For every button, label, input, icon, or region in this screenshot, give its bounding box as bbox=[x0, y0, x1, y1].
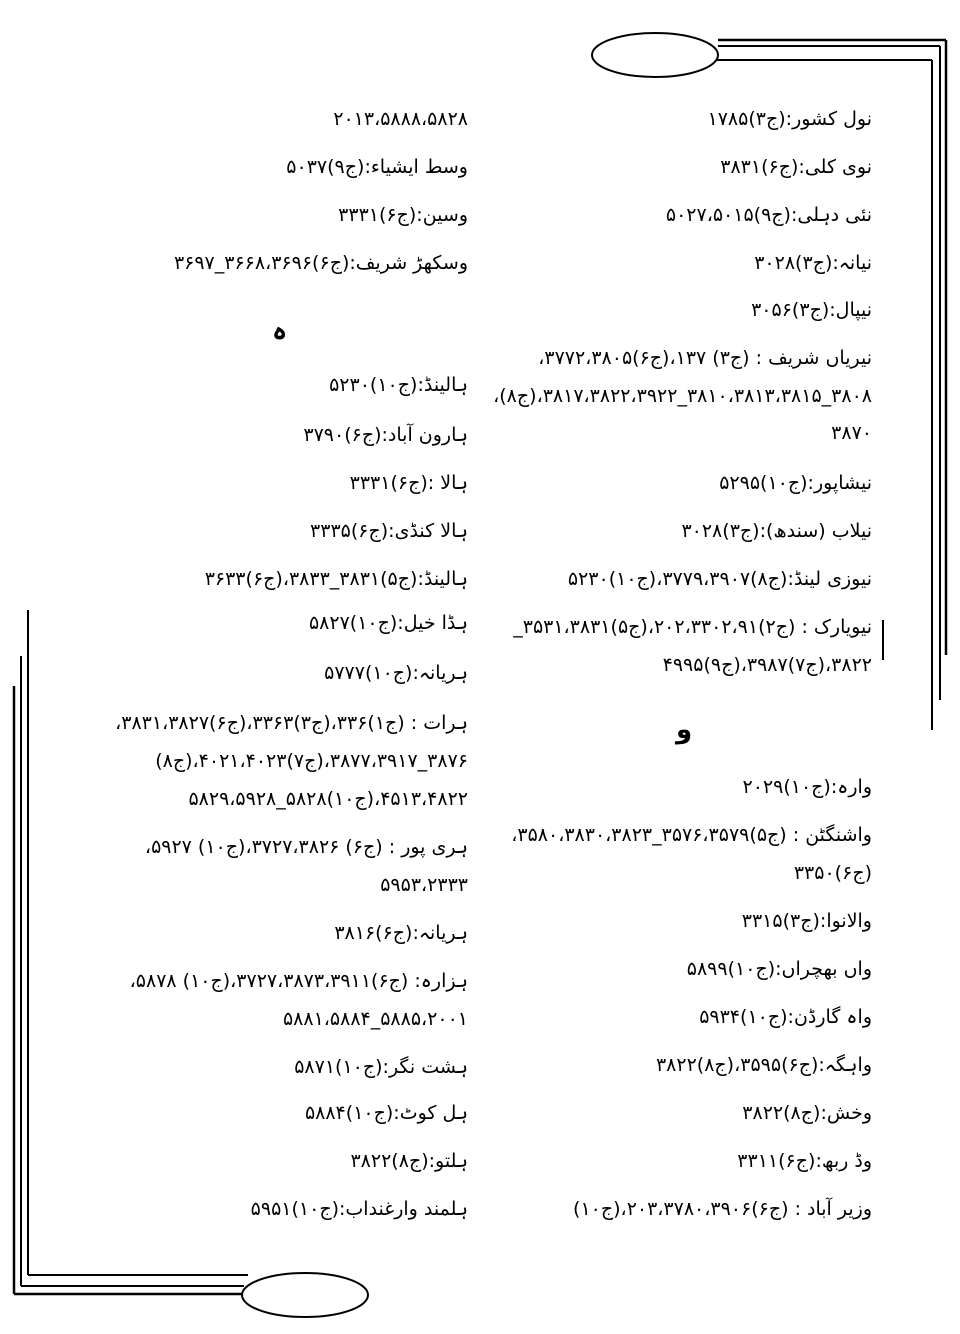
left-entry-17: ہل کوٹ:(ج۱۰)۵۸۸۴ bbox=[304, 1102, 468, 1124]
left-entry-9: ہالینڈ:(ج۵)۳۸۳۱_۳۸۳۳،(ج۶)۳۶۳۳ bbox=[204, 568, 468, 590]
right-entry-9: نیوزی لینڈ:(ج۸)۳۷۷۹،۳۹۰۷،(ج۱۰)۵۲۳۰ bbox=[567, 568, 872, 590]
left-entry-15b: ۵۸۸۱،۵۸۸۴_۵۸۸۵،۲۰۰۱ bbox=[282, 1008, 468, 1030]
left-entry-12b: ۳۸۷۶_۳۸۷۷،۳۹۱۷،(ج۷)۴۰۲۱،۴۰۲۳،(ج۸) bbox=[155, 750, 468, 772]
right-entry-2: نوی کلی:(ج۶)۳۸۳۱ bbox=[720, 156, 872, 178]
left-entry-15: ہزارہ: (ج۶)۳۷۲۷،۳۸۷۳،۳۹۱۱،(ج۱۰) ۵۸۷۸، bbox=[129, 970, 468, 992]
left-entry-14: ہریانہ:(ج۶)۳۸۱۶ bbox=[334, 922, 468, 944]
right-entry-4: نیانہ:(ج۳)۳۰۲۸ bbox=[754, 252, 872, 274]
right-entry-1: نول کشور:(ج۳)۱۷۸۵ bbox=[707, 108, 872, 130]
left-entry-13: ہری پور : (ج۶) ۳۷۲۷،۳۸۲۶،(ج۱۰) ۵۹۲۷، bbox=[144, 836, 468, 858]
left-entry-19: ہلمند وارغنداب:(ج۱۰)۵۹۵۱ bbox=[250, 1198, 468, 1220]
left-entry-12c: ۴۵۱۳،۴۸۲۲،(ج۱۰)۵۸۲۸_۵۸۲۹،۵۹۲۸ bbox=[188, 788, 468, 810]
left-entry-8: ہالا کنڈی:(ج۶)۳۳۳۵ bbox=[310, 520, 468, 542]
left-entry-2: وسط ایشیاء:(ج۹)۵۰۳۷ bbox=[286, 156, 468, 178]
left-entry-4: وسکھڑ شریف:(ج۶)۳۶۶۸،۳۶۹۶_۳۶۹۷ bbox=[173, 252, 468, 274]
right-entry-8: نیلاب (سندھ):(ج۳)۳۰۲۸ bbox=[681, 520, 872, 542]
left-entry-16: ہشت نگر:(ج۱۰)۵۸۷۱ bbox=[294, 1056, 468, 1078]
right-entry-6c: ۳۸۷۰ bbox=[831, 422, 872, 444]
left-entry-5: ہالینڈ:(ج۱۰)۵۲۳۰ bbox=[329, 374, 468, 396]
right-entry-14: واں بھچراں:(ج۱۰)۵۸۹۹ bbox=[686, 958, 872, 980]
left-entry-13b: ۵۹۵۳،۲۳۳۳ bbox=[380, 874, 468, 896]
left-entry-18: ہلتو:(ج۸)۳۸۲۲ bbox=[350, 1150, 468, 1172]
right-entry-6: نیریاں شریف : (ج۳) ۱۳۷،(ج۶)۳۷۷۲،۳۸۰۵، bbox=[538, 347, 872, 369]
right-entry-10: نیویارک : (ج۲)۲۰۲،۳۳۰۲،۹۱،(ج۵)۳۵۳۱،۳۸۳۱_ bbox=[513, 616, 872, 638]
right-entry-13: والانوا:(ج۳)۳۳۱۵ bbox=[741, 910, 872, 932]
right-entry-15: واہ گارڈن:(ج۱۰)۵۹۳۴ bbox=[699, 1006, 872, 1028]
left-entry-10: ہڈا خیل:(ج۱۰)۵۸۲۷ bbox=[308, 612, 468, 634]
right-entry-6b: ۳۸۰۸_۳۸۱۰،۳۸۱۳،۳۸۱۵_۳۸۱۷،۳۸۲۲،۳۹۲۲،(ج۸)، bbox=[493, 385, 872, 407]
left-entry-11: ہریانہ:(ج۱۰)۵۷۷۷ bbox=[324, 662, 468, 684]
right-entry-12: واشنگٹن : (ج۵)۳۵۷۶،۳۵۷۹_۳۵۸۰،۳۸۳۰،۳۸۲۳، bbox=[511, 824, 872, 846]
right-entry-5: نیپال:(ج۳)۳۰۵۶ bbox=[751, 299, 872, 321]
section-heading-he: ہ bbox=[272, 316, 288, 346]
right-entry-17: وخش:(ج۸)۳۸۲۲ bbox=[742, 1102, 872, 1124]
section-heading-waw: و bbox=[676, 715, 693, 745]
right-entry-16: واہگہ:(ج۶)۳۵۹۵،(ج۸)۳۸۲۲ bbox=[655, 1054, 872, 1076]
left-entry-7: ہالا :(ج۶)۳۳۳۱ bbox=[349, 472, 468, 494]
left-entry-3: وسین:(ج۶)۳۳۳۱ bbox=[338, 204, 468, 226]
left-entry-6: ہارون آباد:(ج۶)۳۷۹۰ bbox=[303, 424, 468, 446]
right-entry-7: نیشاپور:(ج۱۰)۵۲۹۵ bbox=[719, 472, 872, 494]
right-entry-11: وارہ:(ج۱۰)۲۰۲۹ bbox=[742, 776, 872, 798]
right-entry-10b: ۳۸۲۲،(ج۷)۳۹۸۷،(ج۹)۴۹۹۵ bbox=[662, 654, 872, 676]
left-entry-12: ہرات : (ج۱)۳۳۶،(ج۳)۳۳۶۳،(ج۶)۳۸۳۱،۳۸۲۷، bbox=[115, 712, 468, 734]
right-entry-19: وزیر آباد : (ج۶)۲۰۳،۳۷۸۰،۳۹۰۶،(ج۱۰) bbox=[573, 1198, 872, 1220]
left-entry-1: ۲۰۱۳،۵۸۸۸،۵۸۲۸ bbox=[333, 108, 468, 130]
right-entry-18: وڈ ربھ:(ج۶)۳۳۱۱ bbox=[737, 1150, 872, 1172]
right-entry-12b: (ج۶)۳۳۵۰ bbox=[793, 862, 872, 884]
right-entry-3: نئی دہلی:(ج۹)۵۰۲۷،۵۰۱۵ bbox=[665, 204, 872, 226]
